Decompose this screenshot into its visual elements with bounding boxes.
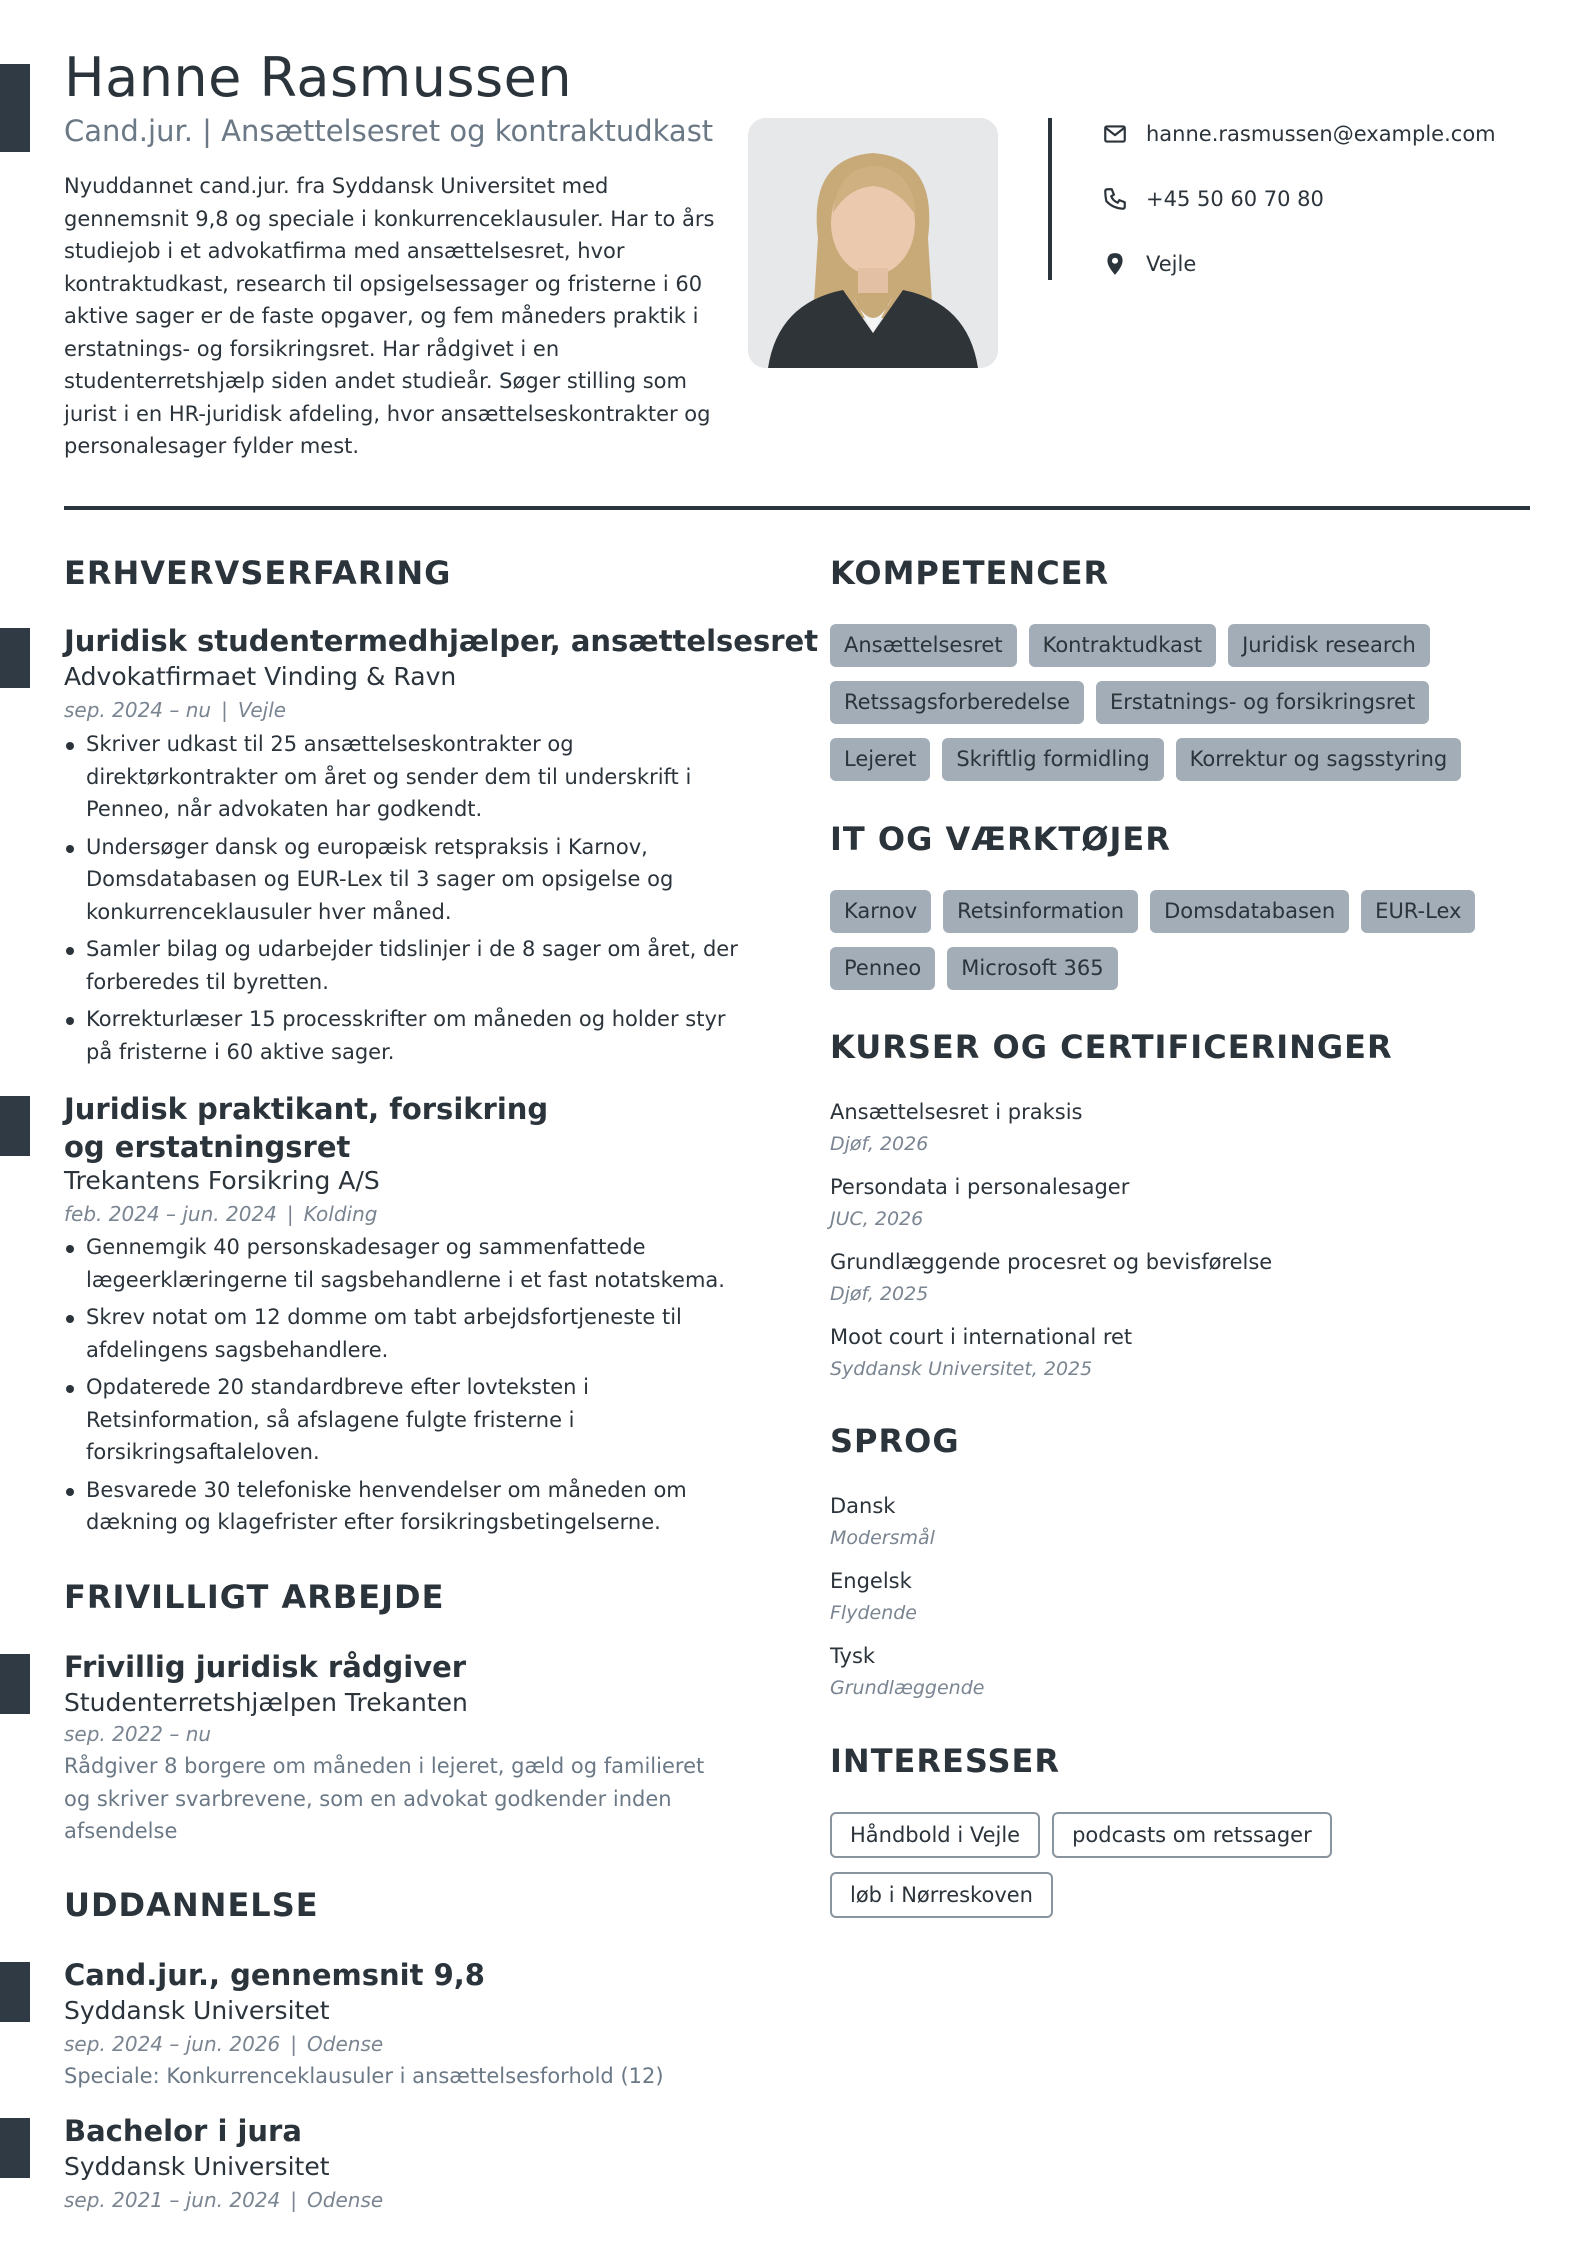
job-1-place: Vejle <box>237 698 287 722</box>
education-1-meta: sep. 2024 – jun. 2026 | Odense <box>64 2032 384 2056</box>
list-item: Opdaterede 20 standardbreve efter lovteksten i Retsinformation, så afslagene fulgte fristerne i forsikringsaftaleloven. <box>64 1371 754 1469</box>
education-2-place: Odense <box>307 2188 384 2212</box>
education-2-school: Syddansk Universitet <box>64 2152 330 2181</box>
job-2-title <box>64 1090 548 1166</box>
profile-photo <box>748 118 998 368</box>
tool-tag: Penneo <box>830 947 935 990</box>
list-item: Undersøger dansk og europæisk retspraksis i Karnov, Domsdatabasen og EUR-Lex til 3 sager om opsigelse og konkurrenceklausuler hver måned. <box>64 831 754 929</box>
skill-tag: Juridisk research <box>1228 624 1430 667</box>
job-2-dates: feb. 2024 – jun. 2024 <box>64 1202 277 1226</box>
tool-tag: Domsdatabasen <box>1150 890 1349 933</box>
education-2-accent-bar <box>0 2118 30 2178</box>
volunteer-accent-bar <box>0 1654 30 1714</box>
contact-email[interactable] <box>1102 121 1496 147</box>
course-1-source: Djøf, 2026 <box>830 1133 929 1155</box>
language-3-level: Grundlæggende <box>830 1677 985 1699</box>
volunteer-title: Frivillig juridisk rådgiver <box>64 1650 467 1684</box>
skills-heading: KOMPETENCER <box>830 554 1110 592</box>
education-1-degree: Cand.jur., gennemsnit 9,8 <box>64 1958 485 1992</box>
job-1-bullets <box>64 728 754 1073</box>
interests-tags <box>830 1812 1530 1932</box>
list-item: Skriver udkast til 25 ansættelseskontrakter og direktørkontrakter om året og sender dem til underskrift i Penneo, når advokaten har godkendt. <box>64 728 754 826</box>
tools-tags <box>830 890 1530 1004</box>
volunteer-org: Studenterretshjælpen Trekanten <box>64 1688 468 1717</box>
skill-tag: Kontraktudkast <box>1029 624 1217 667</box>
languages-heading: SPROG <box>830 1422 960 1460</box>
job-1-accent-bar <box>0 628 30 688</box>
skill-tag: Erstatnings- og forsikringsret <box>1096 681 1429 724</box>
contact-divider <box>1048 118 1052 280</box>
interest-tag: podcasts om retssager <box>1052 1812 1332 1858</box>
language-1-level: Modersmål <box>830 1527 935 1549</box>
list-item: Samler bilag og udarbejder tidslinjer i de 8 sager om året, der forberedes til byretten. <box>64 933 754 998</box>
header-divider <box>64 506 1530 510</box>
profile-summary: Nyuddannet cand.jur. fra Syddansk Universitet med gennemsnit 9,8 og speciale i konkurrenceklausuler. Har to års studiejob i et advokatfirma med ansættelsesret, hvor kontraktudkast, research til opsigelsessager og fristerne i 60 aktive sager er de faste opgaver, og fem måneders praktik i erstatnings- og forsikringsret. Har rådgivet i en studenterretshjælp siden andet studieår. Søger stilling som jurist i en HR-juridisk afdeling, hvor ansættelseskontrakter og personalesager fylder mest. <box>64 174 715 458</box>
volunteer-dates: sep. 2022 – nu <box>64 1722 212 1746</box>
course-4-source: Syddansk Universitet, 2025 <box>830 1358 1093 1380</box>
contact-phone[interactable] <box>1102 186 1324 212</box>
skill-tag: Korrektur og sagsstyring <box>1176 738 1462 781</box>
job-2-meta: feb. 2024 – jun. 2024 | Kolding <box>64 1202 378 1226</box>
education-1-dates: sep. 2024 – jun. 2026 <box>64 2032 281 2056</box>
tool-tag: Microsoft 365 <box>947 947 1117 990</box>
tools-heading: IT OG VÆRKTØJER <box>830 820 1171 858</box>
course-2-name: Persondata i personalesager <box>830 1175 1130 1199</box>
list-item: Gennemgik 40 personskadesager og sammenfattede lægeerklæringerne til sagsbehandlerne i et fast notatskema. <box>64 1231 754 1296</box>
education-2-meta: sep. 2021 – jun. 2024 | Odense <box>64 2188 384 2212</box>
tool-tag: EUR-Lex <box>1361 890 1475 933</box>
interests-heading: INTERESSER <box>830 1742 1061 1780</box>
contact-location <box>1102 251 1196 277</box>
course-3-name: Grundlæggende procesret og bevisførelse <box>830 1250 1273 1274</box>
job-2-title-line2: og erstatningsret <box>64 1130 351 1164</box>
education-heading: UDDANNELSE <box>64 1886 319 1924</box>
experience-heading: ERHVERVSERFARING <box>64 554 452 592</box>
list-item: Skrev notat om 12 domme om tabt arbejdsfortjeneste til afdelingens sagsbehandlere. <box>64 1301 754 1366</box>
courses-heading: KURSER OG CERTIFICERINGER <box>830 1028 1393 1066</box>
course-1-name: Ansættelsesret i praksis <box>830 1100 1083 1124</box>
job-1-meta: sep. 2024 – nu | Vejle <box>64 698 287 722</box>
phone-text[interactable]: +45 50 60 70 80 <box>1146 187 1324 211</box>
candidate-title: Cand.jur. | Ansættelsesret og kontraktudkast <box>64 114 714 148</box>
education-2-degree: Bachelor i jura <box>64 2114 302 2148</box>
location-text: Vejle <box>1146 252 1197 276</box>
skill-tag: Lejeret <box>830 738 930 781</box>
course-3-source: Djøf, 2025 <box>830 1283 929 1305</box>
skill-tag: Ansættelsesret <box>830 624 1017 667</box>
interest-tag: Håndbold i Vejle <box>830 1812 1040 1858</box>
education-1-school: Syddansk Universitet <box>64 1996 330 2025</box>
email-text[interactable]: hanne.rasmussen@example.com <box>1146 122 1496 146</box>
language-2-name: Engelsk <box>830 1569 912 1593</box>
phone-icon <box>1102 186 1128 212</box>
language-2-level: Flydende <box>830 1602 917 1624</box>
tool-tag: Karnov <box>830 890 931 933</box>
job-1-title: Juridisk studentermedhjælper, ansættelsesret <box>64 624 819 658</box>
interest-tag: løb i Nørreskoven <box>830 1872 1053 1918</box>
job-2-bullets <box>64 1231 754 1544</box>
course-4-name: Moot court i international ret <box>830 1325 1133 1349</box>
volunteer-description: Rådgiver 8 borgere om måneden i lejeret, gæld og familieret og skriver svarbrevene, som en advokat godkender inden afsendelse <box>64 1754 705 1843</box>
list-item: Korrekturlæser 15 processkrifter om måneden og holder styr på fristerne i 60 aktive sager. <box>64 1003 754 1068</box>
skills-tags <box>830 624 1530 795</box>
location-pin-icon <box>1102 251 1128 277</box>
job-2-accent-bar <box>0 1096 30 1156</box>
language-1-name: Dansk <box>830 1494 896 1518</box>
course-2-source: JUC, 2026 <box>830 1208 924 1230</box>
education-1-note: Speciale: Konkurrenceklausuler i ansættelsesforhold (12) <box>64 2064 664 2088</box>
job-2-title-line1: Juridisk praktikant, forsikring <box>64 1092 549 1126</box>
list-item: Besvarede 30 telefoniske henvendelser om måneden om dækning og klagefrister efter forsikringsbetingelserne. <box>64 1474 754 1539</box>
volunteer-heading: FRIVILLIGT ARBEJDE <box>64 1578 445 1616</box>
tool-tag: Retsinformation <box>943 890 1138 933</box>
education-1-place: Odense <box>307 2032 384 2056</box>
job-2-place: Kolding <box>303 1202 378 1226</box>
job-1-org: Advokatfirmaet Vinding & Ravn <box>64 662 457 691</box>
education-2-dates: sep. 2021 – jun. 2024 <box>64 2188 281 2212</box>
skill-tag: Skriftlig formidling <box>942 738 1163 781</box>
job-1-dates: sep. 2024 – nu <box>64 698 212 722</box>
job-2-org: Trekantens Forsikring A/S <box>64 1166 380 1195</box>
skill-tag: Retssagsforberedelse <box>830 681 1084 724</box>
mail-icon <box>1102 121 1128 147</box>
language-3-name: Tysk <box>830 1644 876 1668</box>
education-1-accent-bar <box>0 1962 30 2022</box>
header-accent-bar <box>0 64 30 152</box>
candidate-name: Hanne Rasmussen <box>64 46 573 109</box>
